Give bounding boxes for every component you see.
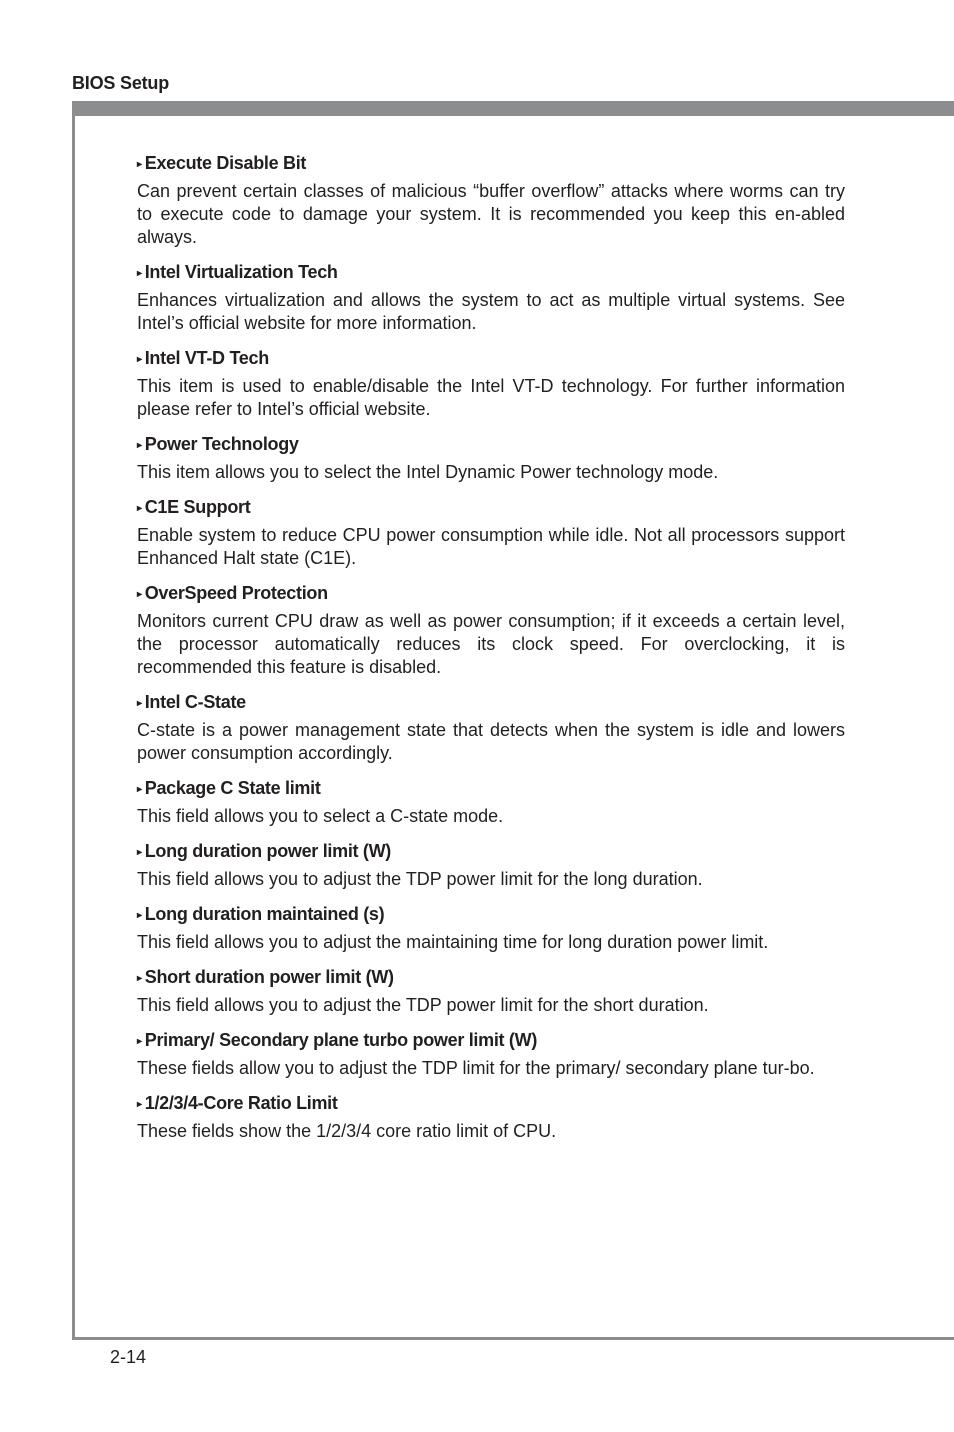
triangle-right-icon: ▸ (137, 784, 142, 795)
item-title: 1/2/3/4-Core Ratio Limit (144, 1093, 338, 1113)
triangle-right-icon: ▸ (137, 159, 142, 170)
item-description: This field allows you to adjust the TDP power limit for the short duration. (137, 995, 709, 1015)
list-item (137, 1090, 845, 1143)
item-title: Power Technology (144, 434, 299, 454)
content-body (137, 150, 845, 1153)
item-title: Primary/ Secondary plane turbo power limit (W) (144, 1030, 538, 1050)
item-description: Monitors current CPU draw as well as power consumption; if it exceeds a certain level, the processor automatically reduces its clock speed. For overclocking, it is recommended this feature is disabled. (137, 611, 845, 677)
triangle-right-icon: ▸ (137, 973, 142, 984)
section-label: BIOS Setup (72, 73, 170, 93)
item-title: Long duration power limit (W) (144, 841, 391, 861)
item-description: These fields allow you to adjust the TDP limit for the primary/ secondary plane tur-bo. (137, 1058, 815, 1078)
list-item (137, 901, 845, 954)
item-description: This item is used to enable/disable the Intel VT-D technology. For further information please refer to Intel’s official website. (137, 376, 845, 419)
triangle-right-icon: ▸ (137, 268, 142, 279)
triangle-right-icon: ▸ (137, 847, 142, 858)
item-title: Intel C-State (144, 692, 246, 712)
item-title: Intel Virtualization Tech (144, 262, 338, 282)
item-title: C1E Support (144, 497, 251, 517)
list-item (137, 494, 845, 570)
item-description: This item allows you to select the Intel Dynamic Power technology mode. (137, 462, 719, 482)
bottom-rule (72, 1337, 954, 1340)
item-title: Package C State limit (144, 778, 321, 798)
item-description: Can prevent certain classes of malicious “buffer overflow” attacks where worms can try to execute code to damage your system. It is recommended you keep this en-abled always. (137, 181, 845, 247)
item-description: This field allows you to adjust the TDP power limit for the long duration. (137, 869, 703, 889)
list-item (137, 964, 845, 1017)
list-item (137, 580, 845, 679)
item-title: Intel VT-D Tech (144, 348, 269, 368)
item-description: This field allows you to select a C-state mode. (137, 806, 504, 826)
left-rule (72, 101, 75, 1340)
triangle-right-icon: ▸ (137, 440, 142, 451)
triangle-right-icon: ▸ (137, 910, 142, 921)
item-description: Enhances virtualization and allows the system to act as multiple virtual systems. See Intel’s official website for more information. (137, 290, 845, 333)
item-description: Enable system to reduce CPU power consumption while idle. Not all processors support Enhanced Halt state (C1E). (137, 525, 845, 568)
triangle-right-icon: ▸ (137, 1099, 142, 1110)
list-item (137, 259, 845, 335)
item-title: OverSpeed Protection (144, 583, 328, 603)
triangle-right-icon: ▸ (137, 698, 142, 709)
item-title: Long duration maintained (s) (144, 904, 385, 924)
page-number: 2-14 (110, 1347, 147, 1367)
list-item (137, 1027, 845, 1080)
triangle-right-icon: ▸ (137, 503, 142, 514)
item-title: Execute Disable Bit (144, 153, 307, 173)
triangle-right-icon: ▸ (137, 354, 142, 365)
triangle-right-icon: ▸ (137, 1036, 142, 1047)
list-item (137, 150, 845, 249)
list-item (137, 689, 845, 765)
triangle-right-icon: ▸ (137, 589, 142, 600)
list-item (137, 345, 845, 421)
item-description: This field allows you to adjust the maintaining time for long duration power limit. (137, 932, 769, 952)
item-description: C-state is a power management state that detects when the system is idle and lowers power consumption accordingly. (137, 720, 845, 763)
item-description: These fields show the 1/2/3/4 core ratio limit of CPU. (137, 1121, 557, 1141)
list-item (137, 431, 845, 484)
list-item (137, 775, 845, 828)
item-title: Short duration power limit (W) (144, 967, 394, 987)
list-item (137, 838, 845, 891)
header-bar (72, 101, 954, 116)
